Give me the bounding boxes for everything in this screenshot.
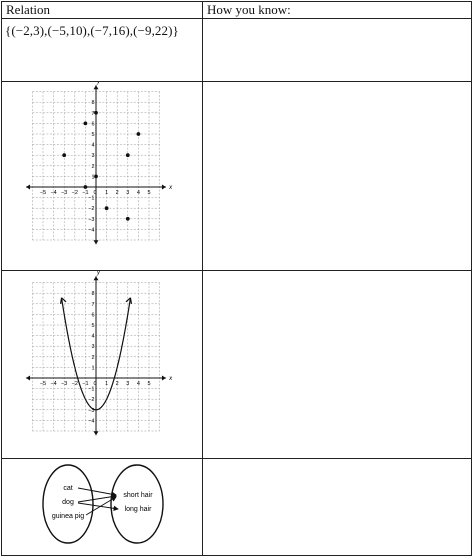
data-point xyxy=(94,175,98,179)
parabola-graph xyxy=(2,271,198,453)
relation-cell-scatter xyxy=(2,82,203,271)
mapping-diagram xyxy=(2,459,198,550)
y-tick-label: 7 xyxy=(91,110,95,117)
y-tick-label: 8 xyxy=(91,291,95,298)
y-tick-label: −2 xyxy=(88,206,95,213)
arrow-cat-short xyxy=(78,488,116,495)
x-tick-label: 1 xyxy=(105,190,109,196)
data-point xyxy=(94,111,98,115)
answer-cell-1[interactable] xyxy=(203,19,472,82)
y-tick-label: 3 xyxy=(91,153,95,160)
y-axis-arrow-bottom xyxy=(94,240,99,244)
y-tick-label: −4 xyxy=(88,227,95,234)
y-tick-label: 8 xyxy=(91,100,95,107)
x-axis-arrow-left xyxy=(26,185,30,190)
x-tick-label: 5 xyxy=(147,381,151,387)
y-tick-label: 1 xyxy=(91,174,95,181)
x-tick-label: 2 xyxy=(115,381,119,387)
x-tick-label: 2 xyxy=(115,190,119,196)
domain-item-cat: cat xyxy=(63,485,73,492)
y-tick-label: −2 xyxy=(88,397,95,404)
how-you-know-header: How you know: xyxy=(203,2,472,19)
x-tick-label: 4 xyxy=(136,190,140,196)
x-tick-label: 1 xyxy=(105,381,109,387)
data-point xyxy=(84,185,88,189)
x-tick-label: 5 xyxy=(147,190,151,196)
x-tick-label: −5 xyxy=(39,381,47,387)
y-tick-label: 6 xyxy=(91,121,95,128)
relation-table xyxy=(1,1,472,556)
data-point xyxy=(126,153,130,157)
x-axis-arrow xyxy=(162,376,166,381)
x-tick-label: −3 xyxy=(61,190,68,196)
ordered-pair-set: {(−2,3),(−5,10),(−7,16),(−9,22)} xyxy=(5,23,179,38)
y-tick-label: 2 xyxy=(91,163,95,170)
x-tick-label: −2 xyxy=(71,190,78,196)
x-tick-label: 0 xyxy=(93,381,97,387)
y-axis-arrow xyxy=(94,85,99,89)
y-tick-label: 5 xyxy=(91,132,95,138)
relation-cell-mapping xyxy=(2,459,203,556)
y-tick-label: −1 xyxy=(88,195,95,202)
y-tick-label: 6 xyxy=(91,312,95,319)
x-tick-label: −3 xyxy=(61,381,68,387)
data-point xyxy=(84,122,88,126)
y-tick-label: 1 xyxy=(91,365,95,372)
x-tick-label: −1 xyxy=(82,381,89,387)
y-tick-label: 2 xyxy=(91,354,95,361)
domain-item-dog: dog xyxy=(62,499,74,506)
x-tick-label: −5 xyxy=(39,190,47,196)
domain-item-guinea-pig: guinea pig xyxy=(51,513,85,520)
x-tick-label: −2 xyxy=(71,381,78,387)
y-tick-label: −3 xyxy=(88,407,95,414)
y-tick-label: 3 xyxy=(91,344,95,351)
y-axis-arrow xyxy=(94,276,99,280)
x-tick-label: 4 xyxy=(136,381,140,387)
x-axis-label: x xyxy=(169,376,173,382)
arrow-dog-short xyxy=(78,496,116,502)
answer-cell-4[interactable] xyxy=(203,459,472,556)
y-tick-label: −3 xyxy=(88,216,95,223)
x-tick-label: −1 xyxy=(82,190,89,196)
answer-cell-2[interactable] xyxy=(203,82,472,271)
y-tick-label: −1 xyxy=(88,386,95,393)
range-item-short-hair: short hair xyxy=(123,492,153,499)
curve-arrow-left xyxy=(61,298,67,304)
relation-header: Relation xyxy=(2,2,203,19)
range-item-long-hair: long hair xyxy=(124,506,152,513)
x-tick-label: −4 xyxy=(50,381,57,387)
y-tick-label: −4 xyxy=(88,418,95,425)
relation-cell-set xyxy=(2,19,203,82)
range-oval xyxy=(111,465,163,543)
data-point xyxy=(62,153,66,157)
x-tick-label: 3 xyxy=(126,381,130,387)
x-axis-label: x xyxy=(169,185,173,191)
x-axis-arrow xyxy=(162,185,166,190)
scatter-graph xyxy=(2,82,198,265)
y-axis-label: y xyxy=(97,82,100,86)
y-tick-label: 4 xyxy=(91,333,95,340)
x-tick-label: −4 xyxy=(50,190,57,196)
relation-cell-parabola xyxy=(2,271,203,459)
answer-cell-3[interactable] xyxy=(203,271,472,459)
y-tick-label: 7 xyxy=(91,301,95,308)
x-tick-label: 3 xyxy=(126,190,130,196)
data-point xyxy=(105,206,109,210)
y-tick-label: 4 xyxy=(91,142,95,149)
curve-arrow-right xyxy=(126,298,132,304)
data-point xyxy=(137,132,141,136)
y-axis-arrow-bottom xyxy=(94,431,99,435)
x-tick-label: 0 xyxy=(93,190,97,196)
data-point xyxy=(126,217,130,221)
x-axis-arrow-left xyxy=(26,376,30,381)
y-tick-label: 5 xyxy=(91,323,95,329)
y-axis-label: y xyxy=(97,271,100,277)
